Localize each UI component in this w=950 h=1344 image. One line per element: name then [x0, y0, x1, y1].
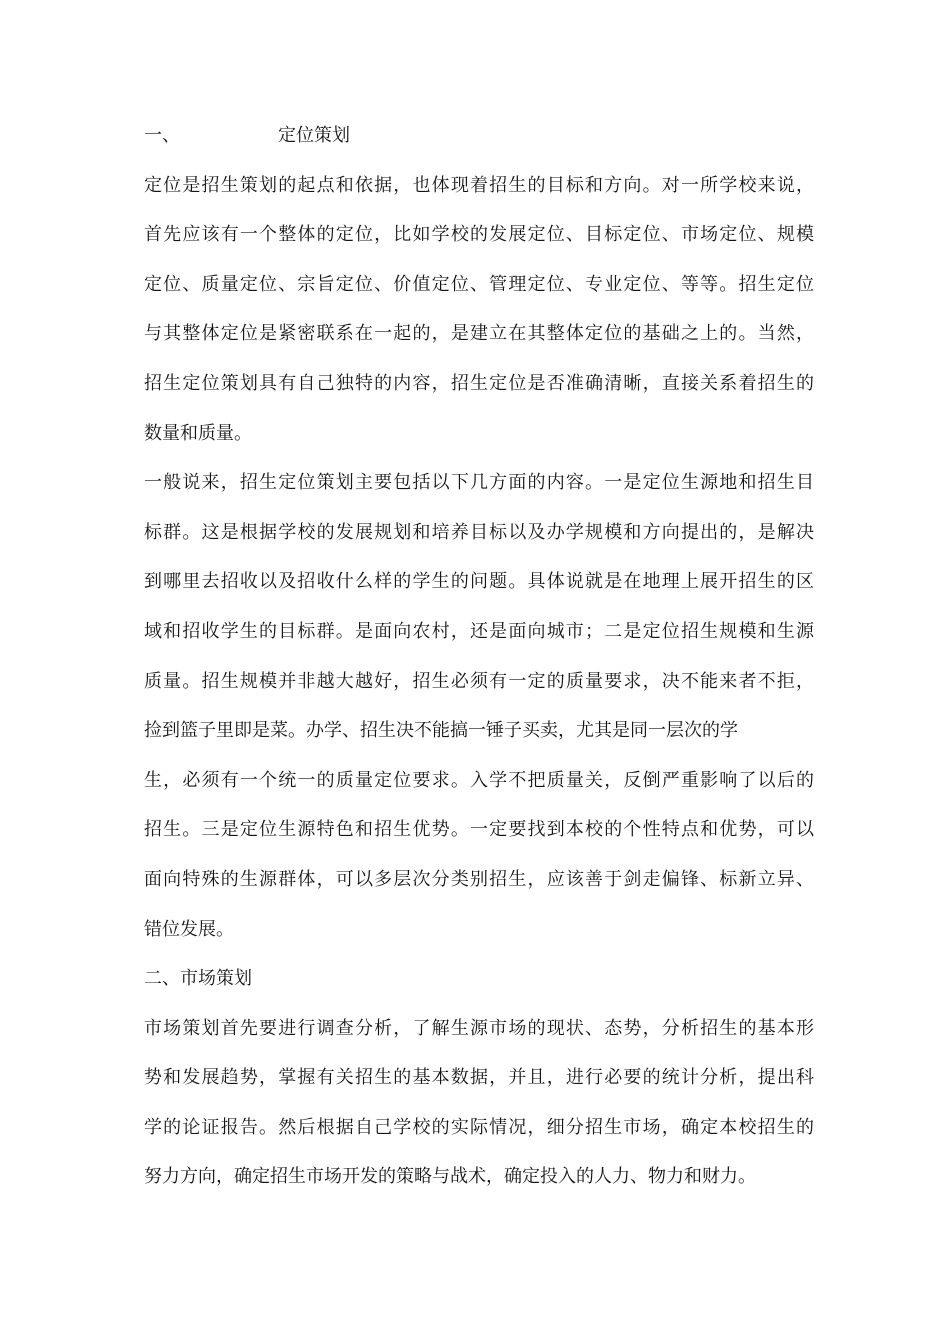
paragraph-line: 招生定位策划具有自己独特的内容，招生定位是否准确清晰，直接关系着招生的 [144, 372, 814, 394]
paragraph-line: 质量。招生规模并非越大越好，招生必须有一定的质量要求，决不能来者不拒， [144, 670, 814, 692]
paragraph-line: 标群。这是根据学校的发展规划和培养目标以及办学规模和方向提出的，是解决 [144, 521, 814, 543]
paragraph-line: 定位是招生策划的起点和依据，也体现着招生的目标和方向。对一所学校来说， [144, 174, 814, 196]
paragraph-line: 学的论证报告。然后根据自己学校的实际情况，细分招生市场，确定本校招生的 [144, 1116, 814, 1138]
paragraph-line: 招生。三是定位生源特色和招生优势。一定要找到本校的个性特点和优势，可以 [144, 819, 814, 841]
document-body [144, 111, 814, 1202]
section-title: 定位策划 [278, 125, 350, 146]
section-number: 一、 [144, 125, 180, 146]
paragraph-line: 面向特殊的生源群体，可以多层次分类别招生，应该善于剑走偏锋、标新立异、 [144, 868, 814, 890]
paragraph-line: 努力方向，确定招生市场开发的策略与战术，确定投入的人力、物力和财力。 [144, 1166, 756, 1188]
paragraph-line: 一般说来，招生定位策划主要包括以下几方面的内容。一是定位生源地和招生目 [144, 472, 814, 494]
paragraph-line: 域和招收学生的目标群。是面向农村，还是面向城市；二是定位招生规模和生源 [144, 620, 814, 642]
section-heading-market: 二、市场策划 [144, 968, 252, 990]
section-heading-positioning [144, 111, 814, 161]
paragraph-line: 与其整体定位是紧密联系在一起的，是建立在其整体定位的基础之上的。当然， [144, 323, 814, 345]
paragraph-line: 错位发展。 [144, 918, 234, 940]
paragraph-line: 生，必须有一个统一的质量定位要求。入学不把质量关，反倒严重影响了以后的 [144, 769, 814, 791]
paragraph-line: 定位、质量定位、宗旨定位、价值定位、管理定位、专业定位、等等。招生定位 [144, 273, 814, 295]
paragraph-line: 捡到篮子里即是菜。办学、招生决不能搞一锤子买卖，尤其是同一层次的学 [144, 720, 738, 742]
paragraph-line: 数量和质量。 [144, 422, 252, 444]
paragraph-line: 首先应该有一个整体的定位，比如学校的发展定位、目标定位、市场定位、规模 [144, 224, 814, 246]
paragraph-line: 市场策划首先要进行调查分析，了解生源市场的现状、态势，分析招生的基本形 [144, 1017, 814, 1039]
paragraph-line: 势和发展趋势，掌握有关招生的基本数据，并且，进行必要的统计分析，提出科 [144, 1067, 814, 1089]
paragraph-line: 到哪里去招收以及招收什么样的学生的问题。具体说就是在地理上展开招生的区 [144, 571, 814, 593]
